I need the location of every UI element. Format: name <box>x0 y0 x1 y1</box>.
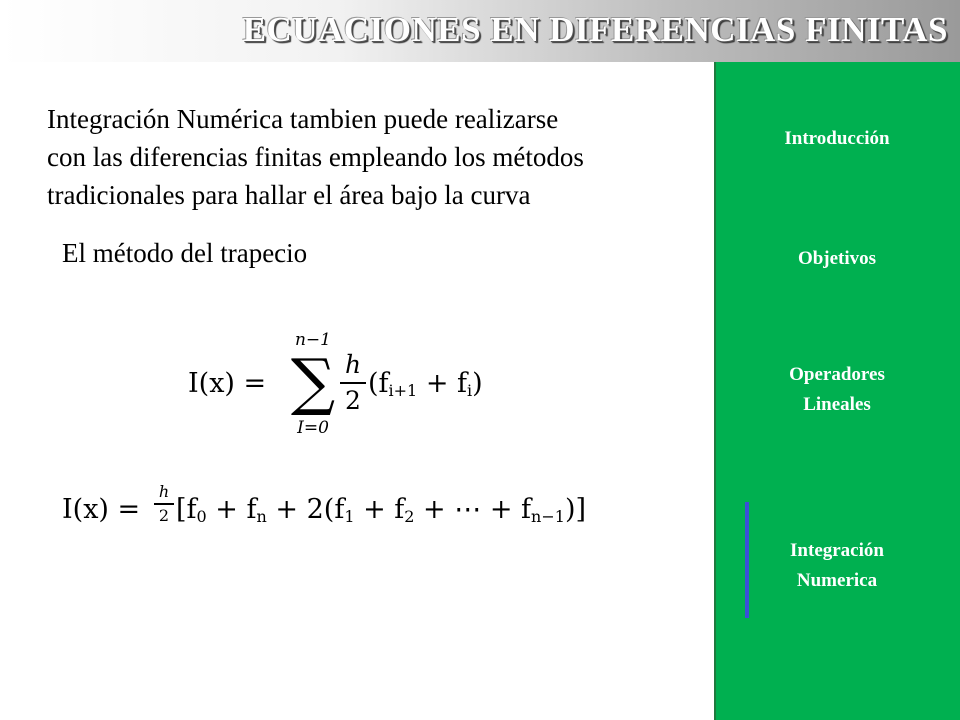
nav-item-objetivos[interactable] <box>714 244 960 274</box>
sigma-symbol: ∑ <box>290 345 336 418</box>
formula1-lhs: I(x) = <box>188 368 267 399</box>
sum-upper-limit: n−1 <box>294 330 331 350</box>
fraction-numerator: h <box>344 350 362 379</box>
nav-item-label: Integración <box>790 540 884 561</box>
trapezoid-sum-formula <box>188 328 568 438</box>
nav-item-integracion-numerica[interactable] <box>714 536 960 596</box>
nav-item-introduccion[interactable] <box>714 124 960 154</box>
nav-item-label: Introducción <box>784 128 890 149</box>
intro-line: Integración Numérica tambien puede realizarse <box>47 104 559 134</box>
formula2-fraction <box>152 482 176 526</box>
trapezoid-expanded-formula <box>62 480 662 540</box>
fraction-numerator: h <box>158 482 170 501</box>
method-subheading: El método del trapecio <box>62 238 308 268</box>
fraction-bar <box>154 503 174 505</box>
nav-item-operadores-lineales[interactable] <box>714 360 960 420</box>
fraction-denominator: 2 <box>345 386 361 415</box>
nav-item-label: Operadores <box>789 364 885 385</box>
nav-item-label: Numerica <box>796 570 878 591</box>
formula2-lhs: I(x) = <box>62 494 141 525</box>
nav-item-label: Objetivos <box>797 248 877 269</box>
intro-paragraph <box>47 100 707 214</box>
sum-lower-limit: I=0 <box>297 418 329 438</box>
intro-line: tradicionales para hallar el área bajo la curva <box>47 180 531 210</box>
fraction-bar <box>340 382 366 384</box>
nav-item-label: Lineales <box>803 394 871 415</box>
page-title: ECUACIONES EN DIFERENCIAS FINITAS <box>242 10 948 49</box>
title-bar <box>0 0 960 62</box>
nav-sidebar <box>714 62 960 720</box>
formula2-rhs: [$f_0 + f_n + 2(f_1 + f_2$ + ⋯ + $f_{n-1}$)] <box>176 494 587 526</box>
formula1-fraction <box>338 350 368 416</box>
formula1-rhs: $(f_{i+1} + f_i)$ <box>368 368 483 400</box>
fraction-denominator: 2 <box>158 505 170 525</box>
active-nav-marker <box>745 502 749 618</box>
intro-line: con las diferencias finitas empleando los métodos <box>47 142 584 172</box>
